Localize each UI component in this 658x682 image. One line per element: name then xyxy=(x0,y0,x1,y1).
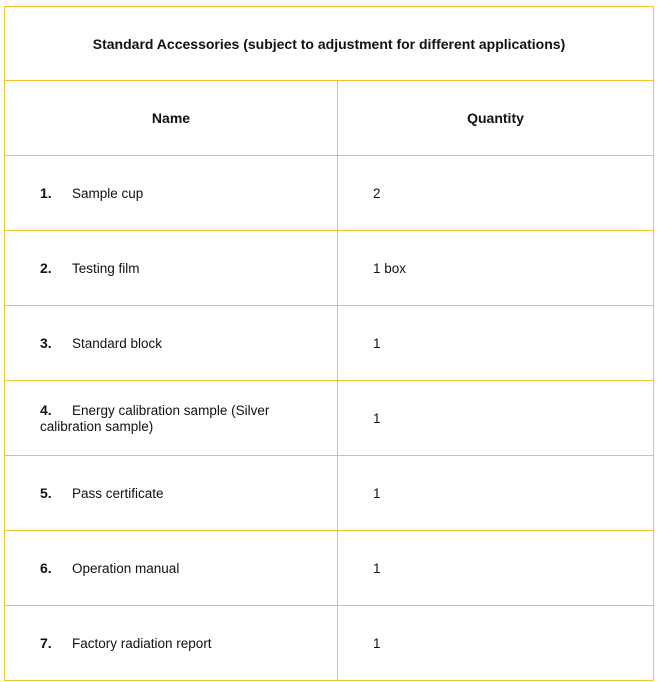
item-name: Operation manual xyxy=(72,561,180,576)
table-row xyxy=(5,306,654,381)
item-name: Sample cup xyxy=(72,186,144,201)
table-row xyxy=(5,231,654,306)
item-name-cell xyxy=(5,531,338,606)
item-number: 4. xyxy=(40,401,52,418)
item-number: 7. xyxy=(40,635,52,651)
item-quantity: 2 xyxy=(338,156,654,231)
item-quantity: 1 xyxy=(338,606,654,681)
item-name: Testing film xyxy=(72,261,140,276)
item-name-cell xyxy=(5,606,338,681)
table-row xyxy=(5,156,654,231)
table-row xyxy=(5,606,654,681)
column-header-name: Name xyxy=(5,81,338,156)
item-number: 1. xyxy=(40,185,52,201)
item-quantity: 1 xyxy=(338,531,654,606)
item-quantity: 1 xyxy=(338,306,654,381)
table-row xyxy=(5,381,654,456)
table-title: Standard Accessories (subject to adjustment for different applications) xyxy=(5,7,654,81)
item-quantity: 1 xyxy=(338,381,654,456)
header-row xyxy=(5,81,654,156)
item-number: 5. xyxy=(40,485,52,501)
item-name: Factory radiation report xyxy=(72,636,212,651)
item-name: Standard block xyxy=(72,336,163,351)
table-row xyxy=(5,531,654,606)
item-number: 2. xyxy=(40,260,52,276)
accessories-table xyxy=(4,6,654,681)
item-number: 3. xyxy=(40,335,52,351)
title-row xyxy=(5,7,654,81)
item-name-cell xyxy=(5,156,338,231)
item-name-cell xyxy=(5,456,338,531)
item-number: 6. xyxy=(40,560,52,576)
item-name-cell xyxy=(5,231,338,306)
item-quantity: 1 box xyxy=(338,231,654,306)
item-name: Pass certificate xyxy=(72,486,164,501)
table-row xyxy=(5,456,654,531)
item-name-cell xyxy=(5,381,338,456)
item-quantity: 1 xyxy=(338,456,654,531)
column-header-quantity: Quantity xyxy=(338,81,654,156)
item-name-cell xyxy=(5,306,338,381)
item-name: Energy calibration sample (Silver calibration sample) xyxy=(40,402,270,434)
